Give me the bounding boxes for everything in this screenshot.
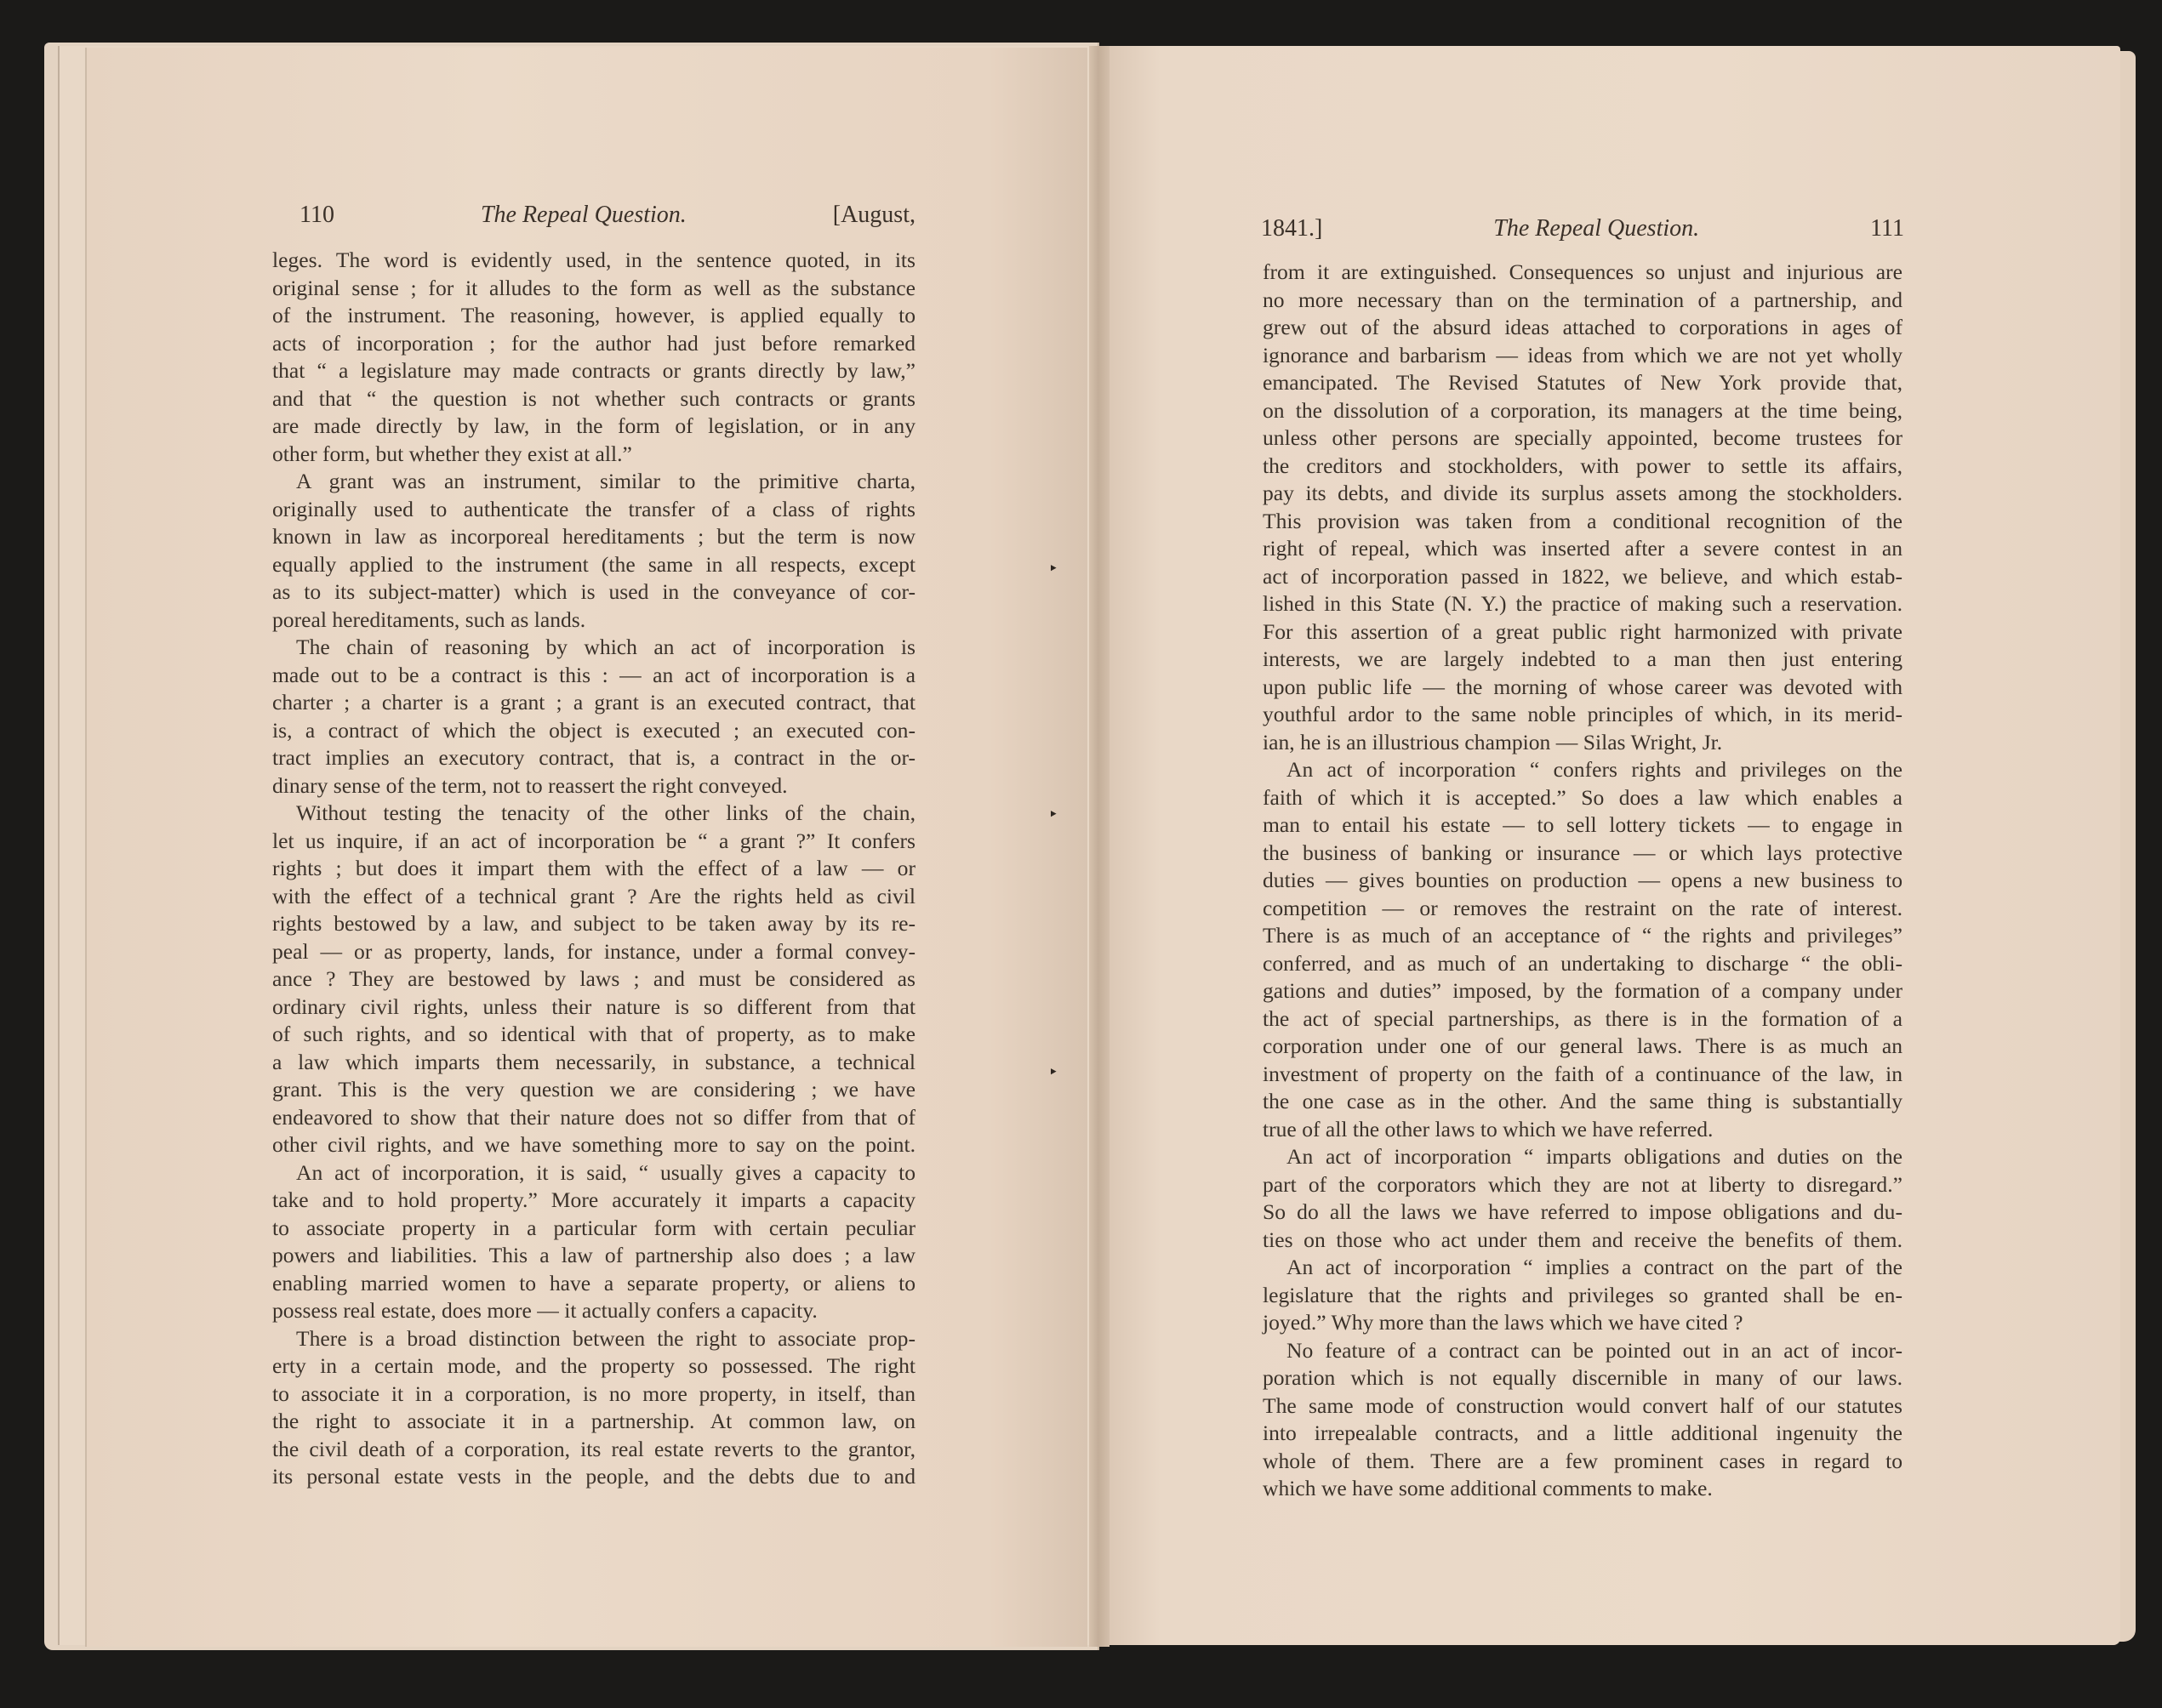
text-line: made out to be a contract is this : — an act of incorporation is a <box>272 662 916 687</box>
text-line: that “ a legislature may made contracts or grants directly by law,” <box>272 358 916 383</box>
text-line: youthful ardor to the same noble principles of which, in its merid- <box>1263 702 1902 726</box>
text-line: as to its subject-matter) which is used in the conveyance of cor- <box>272 579 916 604</box>
text-line: powers and liabilities. This a law of partnership also does ; a law <box>272 1243 916 1267</box>
text-line: A grant was an instrument, similar to the primitive charta, <box>296 469 916 493</box>
text-line: competition — or removes the restraint on the rate of interest. <box>1263 895 1902 920</box>
text-line: on the dissolution of a corporation, its managers at the time being, <box>1263 397 1902 423</box>
text-line: equally applied to the instrument (the same in all respects, except <box>272 551 916 577</box>
text-line: ordinary civil rights, unless their nature is so different from that <box>272 993 916 1019</box>
text-line: ian, he is an illustrious champion — Silas Wright, Jr. <box>1263 729 1723 754</box>
text-line: into irrepealable contracts, and a little additional ingenuity the <box>1263 1420 1902 1445</box>
text-line: For this assertion of a great public right harmonized with private <box>1263 618 1902 644</box>
text-line: faith of which it is accepted.” So does a law which enables a <box>1263 784 1902 810</box>
text-line: the creditors and stockholders, with power to settle its affairs, <box>1263 453 1902 478</box>
text-line: dinary sense of the term, not to reassert the right conveyed. <box>272 772 788 798</box>
text-line: other civil rights, and we have something more to say on the point. <box>272 1132 916 1157</box>
right-page-body-text <box>1263 259 1902 1503</box>
text-line: from it are extinguished. Consequences so unjust and injurious are <box>1263 259 1902 284</box>
binding-thread-mark: ‣ <box>1048 560 1058 578</box>
text-line: possess real estate, does more — it actually confers a capacity. <box>272 1298 818 1323</box>
text-line: originally used to authenticate the transfer of a class of rights <box>272 496 916 521</box>
text-line: charter ; a charter is a grant ; a grant is an executed contract, that <box>272 690 916 715</box>
text-line: joyed.” Why more than the laws which we have cited ? <box>1263 1310 1743 1335</box>
text-line: gations and duties” imposed, by the formation of a company under <box>1263 978 1902 1003</box>
text-line: The same mode of construction would convert half of our statutes <box>1263 1392 1902 1418</box>
book-gutter <box>1089 46 1110 1647</box>
text-line: other form, but whether they exist at all.” <box>272 441 632 466</box>
text-line: There is as much of an acceptance of “ the rights and privileges” <box>1263 923 1902 948</box>
text-line: act of incorporation passed in 1822, we believe, and which estab- <box>1263 563 1902 589</box>
running-date: 1841.] <box>1261 215 1323 242</box>
text-line: pay its debts, and divide its surplus assets among the stockholders. <box>1263 481 1902 505</box>
page-number: 111 <box>1870 215 1904 242</box>
text-line: man to entail his estate — to sell lottery tickets — to engage in <box>1263 812 1902 837</box>
text-line: of such rights, and so identical with that of property, as to make <box>272 1022 916 1046</box>
text-line: The chain of reasoning by which an act of incorporation is <box>296 635 916 659</box>
running-date: [August, <box>832 202 916 228</box>
text-line: investment of property on the faith of a continuance of the law, in <box>1263 1061 1902 1086</box>
text-line: poreal hereditaments, such as lands. <box>272 606 586 632</box>
text-line: and that “ the question is not whether such contracts or grants <box>272 385 916 411</box>
text-line: An act of incorporation “ imparts obligations and duties on the <box>1286 1144 1902 1169</box>
text-line: poration which is not equally discernible in many of our laws. <box>1263 1365 1902 1390</box>
text-line: tract implies an executory contract, that is, a contract in the or- <box>272 745 916 770</box>
page-number: 110 <box>299 202 334 228</box>
left-page-body-text <box>272 247 916 1491</box>
right-running-head <box>1261 215 1904 242</box>
text-line: peal — or as property, lands, for instance, under a formal convey- <box>272 938 916 964</box>
text-line: with the effect of a technical grant ? Are the rights held as civil <box>272 883 916 908</box>
text-line: take and to hold property.” More accurately it imparts a capacity <box>272 1187 916 1212</box>
left-running-head <box>299 202 916 229</box>
text-line: So do all the laws we have referred to impose obligations and du- <box>1263 1199 1902 1224</box>
running-title: The Repeal Question. <box>1493 215 1700 242</box>
binding-thread-mark: ‣ <box>1048 806 1058 824</box>
text-line: interests, we are largely indebted to a man then just entering <box>1263 646 1902 671</box>
text-line: lished in this State (N. Y.) the practice of making such a reservation. <box>1263 591 1902 616</box>
text-line: are made directly by law, in the form of legislation, or in any <box>272 413 916 438</box>
text-line: legislature that the rights and privileges so granted shall be en- <box>1263 1282 1902 1307</box>
text-line: unless other persons are specially appointed, become trustees for <box>1263 425 1902 450</box>
text-line: grew out of the absurd ideas attached to corporations in ages of <box>1263 315 1902 339</box>
text-line: the act of special partnerships, as there is in the formation of a <box>1263 1005 1902 1031</box>
text-line: Without testing the tenacity of the other links of the chain, <box>296 800 916 825</box>
text-line: ance ? They are bestowed by laws ; and must be considered as <box>272 966 916 991</box>
text-line: is, a contract of which the object is executed ; an executed con- <box>272 717 916 743</box>
text-line: right of repeal, which was inserted after a severe contest in an <box>1263 536 1902 561</box>
text-line: grant. This is the very question we are considering ; we have <box>272 1077 916 1102</box>
text-line: part of the corporators which they are not at liberty to disregard.” <box>1263 1171 1902 1197</box>
text-line: erty in a certain mode, and the property so possessed. The right <box>272 1353 916 1378</box>
text-line: An act of incorporation “ implies a contract on the part of the <box>1286 1255 1902 1279</box>
text-line: ties on those who act under them and receive the benefits of them. <box>1263 1227 1902 1252</box>
text-line: the civil death of a corporation, its real estate reverts to the grantor, <box>272 1436 916 1461</box>
text-line: enabling married women to have a separate property, or aliens to <box>272 1270 916 1295</box>
text-line: This provision was taken from a conditional recognition of the <box>1263 508 1902 533</box>
text-line: emancipated. The Revised Statutes of New York provide that, <box>1263 370 1902 395</box>
text-line: No feature of a contract can be pointed out in an act of incor- <box>1286 1337 1902 1363</box>
running-title: The Repeal Question. <box>480 202 687 228</box>
text-line: upon public life — the morning of whose career was devoted with <box>1263 674 1902 699</box>
text-line: known in law as incorporeal hereditaments ; but the term is now <box>272 524 916 549</box>
text-line: rights bestowed by a law, and subject to be taken away by its re- <box>272 911 916 936</box>
text-line: its personal estate vests in the people, and the debts due to and <box>272 1464 916 1489</box>
text-line: ignorance and barbarism — ideas from which we are not yet wholly <box>1263 342 1902 367</box>
text-line: original sense ; for it alludes to the form as well as the substance <box>272 275 916 300</box>
text-line: corporation under one of our general laws. There is as much an <box>1263 1033 1902 1058</box>
text-line: whole of them. There are a few prominent cases in regard to <box>1263 1448 1902 1473</box>
text-line: to associate property in a particular form with certain peculiar <box>272 1215 916 1240</box>
text-line: conferred, and as much of an undertaking to discharge “ the obli- <box>1263 950 1902 976</box>
text-line: no more necessary than on the termination of a partnership, and <box>1263 287 1902 312</box>
text-line: a law which imparts them necessarily, in substance, a technical <box>272 1049 916 1074</box>
text-line: An act of incorporation, it is said, “ usually gives a capacity to <box>296 1159 916 1185</box>
binding-thread-mark: ‣ <box>1048 1063 1058 1082</box>
text-line: There is a broad distinction between the right to associate prop- <box>296 1325 916 1351</box>
text-line: let us inquire, if an act of incorporation be “ a grant ?” It confers <box>272 828 916 853</box>
text-line: duties — gives bounties on production — opens a new business to <box>1263 868 1902 892</box>
text-line: An act of incorporation “ confers rights and privileges on the <box>1286 757 1902 782</box>
text-line: the business of banking or insurance — or which lays protective <box>1263 840 1902 865</box>
text-line: endeavored to show that their nature does not so differ from that of <box>272 1104 916 1130</box>
text-line: which we have some additional comments to make. <box>1263 1476 1713 1500</box>
text-line: to associate it in a corporation, is no more property, in itself, than <box>272 1381 916 1406</box>
text-line: of the instrument. The reasoning, however, is applied equally to <box>272 303 916 327</box>
text-line: the one case as in the other. And the same thing is substantially <box>1263 1089 1902 1113</box>
text-line: acts of incorporation ; for the author had just before remarked <box>272 330 916 356</box>
text-line: the right to associate it in a partnership. At common law, on <box>272 1409 916 1433</box>
text-line: true of all the other laws to which we have referred. <box>1263 1116 1714 1142</box>
text-line: rights ; but does it impart them with the effect of a law — or <box>272 856 916 880</box>
text-line: leges. The word is evidently used, in the sentence quoted, in its <box>272 248 916 272</box>
